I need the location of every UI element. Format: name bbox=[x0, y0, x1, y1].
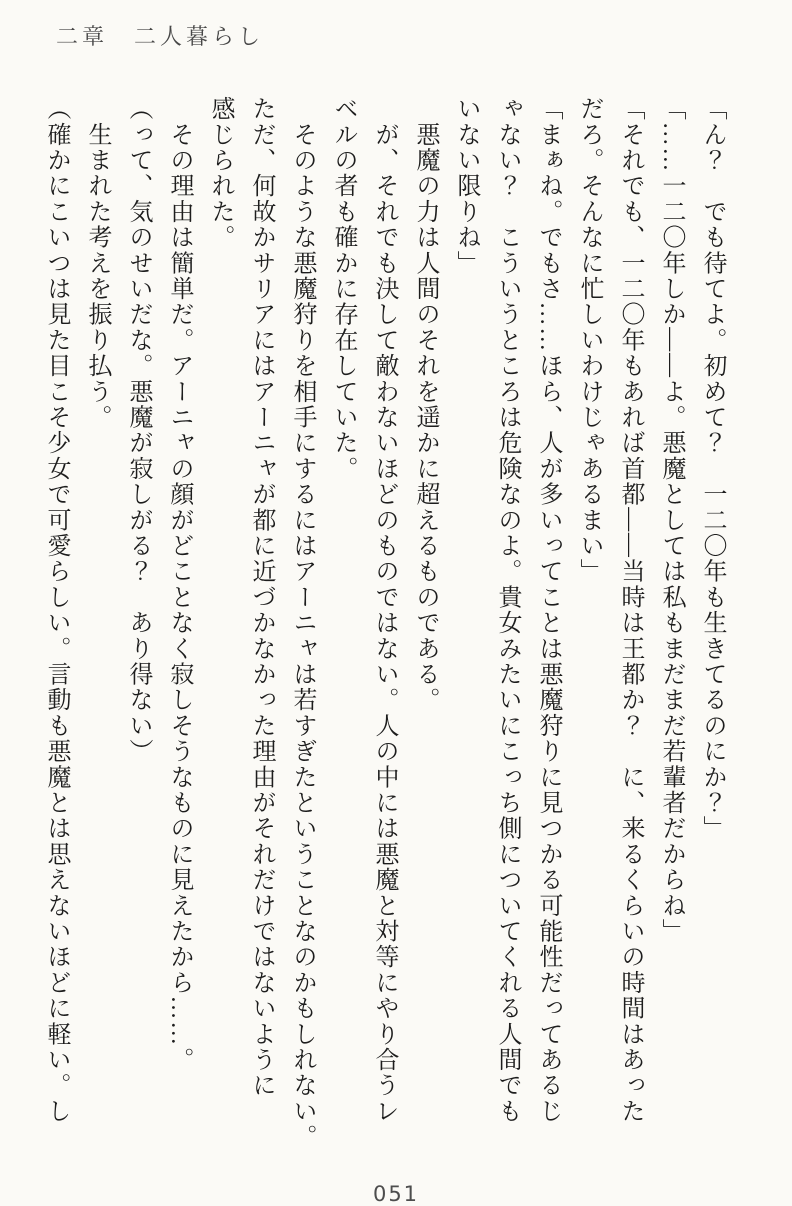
text-column: 「それでも、一二〇年もあれば首都――当時は王都か？ に、来るくらいの時間はあった bbox=[617, 96, 643, 1124]
text-column: 「ん？ でも待てよ。初めて？ 一二〇年も生きてるのにか？」 bbox=[699, 96, 725, 842]
text-column: ただ、何故かサリアにはアーニャが都に近づかなかった理由がそれだけではないように bbox=[248, 96, 274, 1099]
text-column: 生まれた考えを振り払う。 bbox=[84, 96, 110, 431]
text-column: が、それでも決して敵わないほどのものではない。人の中には悪魔と対等にやり合うレ bbox=[371, 96, 397, 1124]
running-header: 二章 二人暮らし bbox=[56, 24, 265, 49]
text-column: だろ。そんなに忙しいわけじゃあるまい」 bbox=[576, 96, 602, 585]
text-column: 「まぁね。でもさ……ほら、人が多いってことは悪魔狩りに見つかる可能性だってあるじ bbox=[535, 96, 561, 1124]
page-number: 051 bbox=[372, 1182, 420, 1206]
text-column: ベルの者も確かに存在していた。 bbox=[330, 96, 356, 482]
text-column: その理由は簡単だ。アーニャの顔がどことなく寂しそうなものに見えたから……。 bbox=[166, 96, 192, 1073]
text-body bbox=[35, 96, 732, 1174]
text-column: ゃない？ こういうところは危険なのよ。貴女みたいにこっち側についてくれる人間でも bbox=[494, 96, 520, 1124]
text-column: そのような悪魔狩りを相手にするにはアーニャは若すぎたということなのかもしれない。 bbox=[289, 96, 315, 1150]
text-column: （って、気のせいだな。悪魔が寂しがる？ あり得ない） bbox=[125, 96, 151, 765]
text-column: 悪魔の力は人間のそれを遥かに超えるものである。 bbox=[412, 96, 438, 713]
text-column: （確かにこいつは見た目こそ少女で可愛らしい。言動も悪魔とは思えないほどに軽い。し bbox=[43, 96, 69, 1124]
text-column: いない限りね」 bbox=[453, 96, 479, 276]
text-column: 感じられた。 bbox=[207, 96, 233, 251]
text-column: 「……一二〇年しか――よ。悪魔としては私もまだまだ若輩者だからね」 bbox=[658, 96, 684, 945]
